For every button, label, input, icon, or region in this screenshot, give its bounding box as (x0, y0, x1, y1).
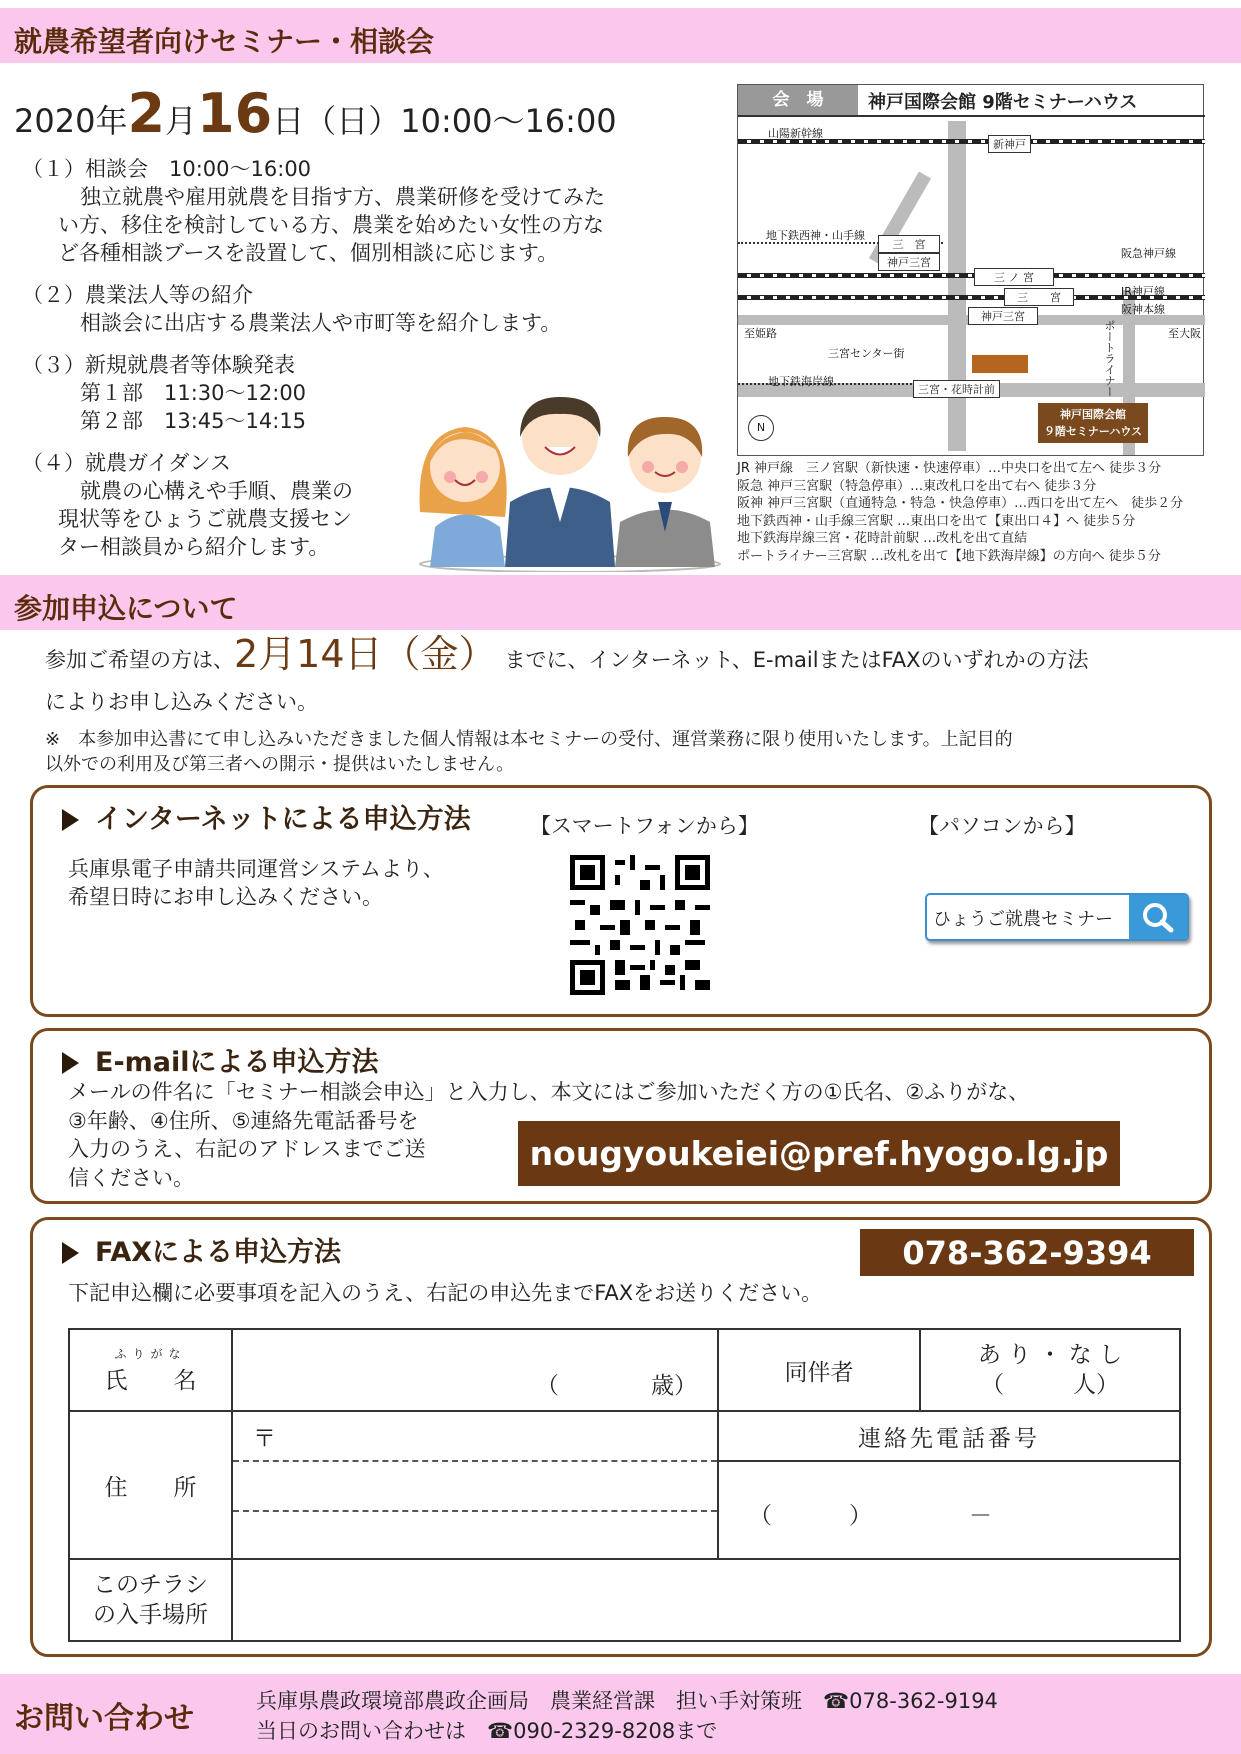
internet-text-line: 兵庫県電子申請共同運営システムより、 (68, 857, 444, 881)
access-line: JR 神戸線 三ノ宮駅（新快速・快速停車）…中央口を出て左へ 徒歩３分 (737, 461, 1162, 476)
contact-line: 兵庫県農政環境部農政企画局 農業経営課 担い手対策班 ☎078-362-9194 (256, 1689, 998, 1713)
map-label: 三宮センター街 (828, 347, 905, 360)
apply-intro-post: までに、インターネット、E-mailまたはFAXのいずれかの方法 (504, 648, 1089, 672)
map-label: JR神戸線 (1121, 285, 1165, 298)
apply-intro-pre: 参加ご希望の方は、 (45, 648, 234, 672)
postal-mark: 〒 (253, 1426, 276, 1452)
internet-text-line: 希望日時にお申し込みください。 (68, 885, 383, 909)
map-station: 三宮・花時計前 (913, 380, 1000, 398)
program-item3-text: 第１部 11:30～12:00 (80, 381, 307, 405)
source-label-line: このチラシ (93, 1572, 208, 1598)
email-text-line: 信ください。 (68, 1165, 194, 1190)
pc-label: 【パソコンから】 (918, 814, 1086, 838)
name-label-cell (69, 1329, 232, 1411)
map-station: 新神戸 (988, 135, 1031, 153)
apply-title: 参加申込について (14, 592, 238, 625)
internet-text (68, 855, 444, 911)
apply-deadline: 2月14日（金） (234, 632, 497, 676)
phone-field[interactable] (718, 1411, 1180, 1559)
companion-options: あ り ・ な し (977, 1342, 1123, 1368)
program-item4-text: 就農の心構えや手順、農業の (80, 479, 353, 503)
event-month-unit: 月 (165, 102, 198, 140)
program-item1-text: 独立就農や雇用就農を目指す方、農業研修を受けてみた (80, 185, 605, 209)
fax-text: 下記申込欄に必要事項を記入のうえ、右記の申込先までFAXをお送りください。 (68, 1281, 823, 1305)
companion-count: （ 人） (981, 1372, 1119, 1398)
application-form (68, 1328, 1181, 1642)
search-box-text: ひょうご就農セミナー (933, 909, 1113, 930)
search-box[interactable] (925, 893, 1189, 941)
program-item4-text: 現状等をひょうご就農支援セン (58, 507, 352, 531)
program-item1-title: （１）相談会 10:00～16:00 (22, 157, 312, 181)
contact-info (256, 1686, 998, 1746)
name-label: 氏 名 (104, 1368, 197, 1394)
search-icon (1129, 895, 1187, 939)
qr-code-icon[interactable] (570, 855, 710, 995)
program-item1-text: ど各種相談ブースを設置して、個別相談に応じます。 (58, 241, 559, 265)
event-day-unit: 日 (272, 102, 305, 140)
apply-intro-l2: によりお申し込みください。 (45, 690, 318, 714)
map-label: 至姫路 (744, 327, 777, 340)
email-heading-text: E-mailによる申込方法 (95, 1047, 379, 1078)
map-label: 地下鉄西神・山手線 (766, 229, 865, 242)
phone-dash: － (969, 1503, 992, 1529)
fax-heading (62, 1230, 341, 1269)
privacy-note-line: ※ 本参加申込書にて申し込みいただきました個人情報は本セミナーの受付、運営業務に限り使用いたします。上記目的 (45, 729, 1013, 750)
fax-number: 078-362-9394 (860, 1229, 1194, 1276)
fax-heading-text: FAXによる申込方法 (95, 1237, 342, 1268)
phone-format-open: （ (749, 1503, 772, 1529)
triangle-icon (62, 809, 79, 831)
email-heading (62, 1040, 379, 1079)
triangle-icon (62, 1052, 79, 1074)
map-label: 至大阪 (1168, 327, 1201, 340)
privacy-note-line: 以外での利用及び第三者への開示・提供はいたしません。 (45, 754, 515, 775)
map-station: 三 宮 (878, 235, 940, 253)
event-day: 16 (197, 82, 273, 145)
map-label: 山陽新幹線 (768, 127, 823, 140)
map-station: 神戸三宮 (968, 307, 1038, 325)
event-year: 2020年 (14, 102, 128, 140)
email-text-line: メールの件名に「セミナー相談会申込」と入力し、本文にはご参加いただく方の①氏名、②ふりがな、 (68, 1080, 1030, 1104)
program-item4-text: ター相談員から紹介します。 (58, 535, 330, 559)
map-label: ポートライナー (1103, 320, 1116, 397)
source-label (69, 1559, 232, 1641)
email-text-line: 入力のうえ、右記のアドレスまでご送 (68, 1137, 426, 1161)
page-title: 就農希望者向けセミナー・相談会 (14, 25, 435, 58)
internet-heading (62, 797, 471, 836)
contact-line: 当日のお問い合わせは ☎090-2329-8208まで (256, 1719, 718, 1743)
furigana-label: ふりがな (114, 1347, 187, 1361)
source-field[interactable] (232, 1559, 1180, 1641)
address-label: 住 所 (69, 1411, 232, 1559)
access-info (737, 460, 1183, 565)
age-label: （ 歳） (536, 1373, 697, 1399)
venue-map (737, 84, 1204, 456)
program-item2-text: 相談会に出店する農業法人や市町等を紹介します。 (80, 311, 562, 335)
access-line: 阪神 神戸三宮駅（直通特急・特急・快急停車）…西口を出て左へ 徒歩２分 (737, 496, 1184, 511)
program-item2-title: （２）農業法人等の紹介 (22, 283, 253, 307)
event-weekday-time: （日）10:00～16:00 (304, 102, 617, 140)
access-line: 阪急 神戸三宮駅（特急停車）…東改札口を出て右へ 徒歩３分 (737, 478, 1097, 494)
access-line: ポートライナー三宮駅 …改札を出て【地下鉄海岸線】の方向へ 徒歩５分 (737, 548, 1161, 564)
internet-heading-text: インターネットによる申込方法 (95, 804, 471, 835)
email-address[interactable]: nougyoukeiei@pref.hyogo.lg.jp (518, 1121, 1120, 1186)
search-button[interactable] (1129, 895, 1187, 939)
address-field[interactable] (232, 1411, 718, 1559)
event-month: 2 (127, 82, 166, 145)
program-item4-title: （４）就農ガイダンス (22, 451, 231, 475)
venue-marker: 神戸国際会館 ９階セミナーハウス (1038, 403, 1148, 443)
venue-name: 神戸国際会館 9階セミナーハウス (868, 92, 1138, 113)
companion-field[interactable] (920, 1329, 1180, 1411)
program-item1-text: い方、移住を検討している方、農業を始めたい女性の方な (58, 213, 604, 237)
phone-format-close: ） (849, 1503, 872, 1529)
north-arrow-icon: N (748, 415, 774, 441)
map-station: 三 宮 (1004, 288, 1074, 306)
venue-header (738, 85, 1205, 117)
program-item3-title: （３）新規就農者等体験発表 (22, 353, 295, 377)
program-item3-text: 第２部 13:45～14:15 (80, 409, 307, 433)
source-label-line: の入手場所 (93, 1602, 208, 1628)
name-field[interactable] (232, 1329, 718, 1411)
apply-intro (45, 632, 1089, 678)
triangle-icon (62, 1242, 79, 1264)
access-line: 地下鉄西神・山手線三宮駅 …東出口を出て【東出口４】へ 徒歩５分 (737, 513, 1136, 529)
phone-label: 連絡先電話番号 (858, 1426, 1040, 1452)
smartphone-label: 【スマートフォンから】 (530, 814, 759, 838)
companion-label: 同伴者 (718, 1329, 920, 1411)
event-date (14, 82, 617, 145)
map-station: 神戸三宮 (878, 253, 940, 271)
access-line: 地下鉄海岸線三宮・花時計前駅 …改札を出て直結 (737, 531, 1028, 546)
map-label: 阪神本線 (1121, 303, 1165, 316)
contact-title: お問い合わせ (14, 1701, 194, 1736)
venue-building (972, 355, 1028, 373)
map-station: 三 ノ 宮 (974, 268, 1054, 286)
venue-label: 会 場 (738, 85, 858, 115)
map-label: 阪急神戸線 (1121, 247, 1176, 260)
map-label: 地下鉄海岸線 (768, 375, 834, 388)
privacy-note (45, 727, 1013, 777)
consultants-illustration (410, 392, 730, 572)
email-text-line: ③年齢、④住所、⑤連絡先電話番号を (68, 1108, 419, 1133)
